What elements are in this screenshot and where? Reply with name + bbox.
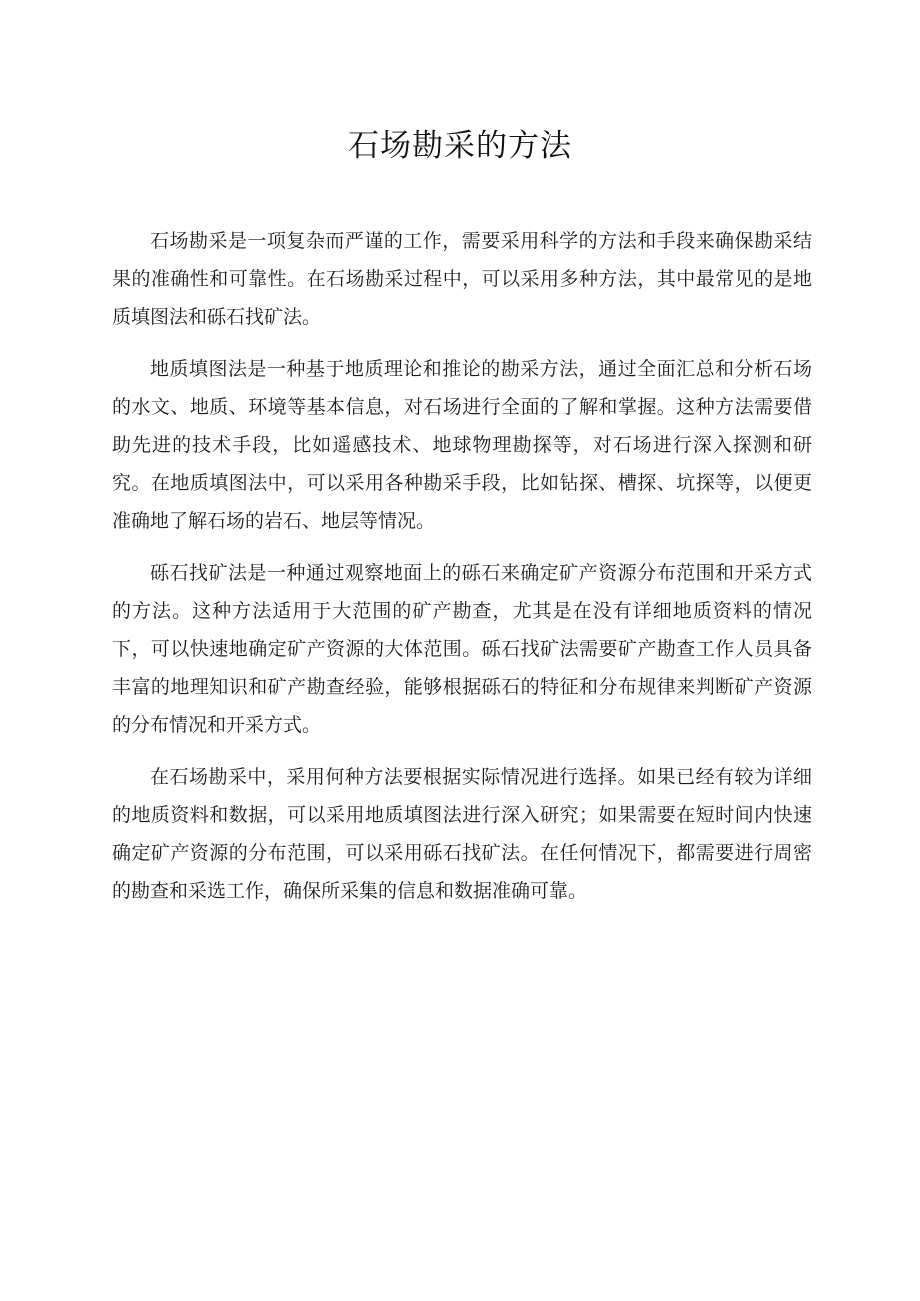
document-body [112,222,812,924]
paragraph-intro: 石场勘采是一项复杂而严谨的工作，需要采用科学的方法和手段来确保勘采结果的准确性和可靠性。在石场勘采过程中，可以采用多种方法，其中最常见的是地质填图法和砾石找矿法。 [112,230,812,328]
paragraph-gravel-prospecting: 砾石找矿法是一种通过观察地面上的砾石来确定矿产资源分布范围和开采方式的方法。这种方法适用于大范围的矿产勘查，尤其是在没有详细地质资料的情况下，可以快速地确定矿产资源的大体范围。砾石找矿法需要矿产勘查工作人员具备丰富的地理知识和矿产勘查经验，能够根据砾石的特征和分布规律来判断矿产资源的分布情况和开采方式。 [112,562,812,736]
document-title: 石场勘采的方法 [348,128,572,164]
paragraph-conclusion: 在石场勘采中，采用何种方法要根据实际情况进行选择。如果已经有较为详细的地质资料和数据，可以采用地质填图法进行深入研究；如果需要在短时间内快速确定矿产资源的分布范围，可以采用砾石找矿法。在任何情况下，都需要进行周密的勘查和采选工作，确保所采集的信息和数据准确可靠。 [112,766,812,902]
paragraph-geologic-mapping: 地质填图法是一种基于地质理论和推论的勘采方法，通过全面汇总和分析石场的水文、地质、环境等基本信息，对石场进行全面的了解和掌握。这种方法需要借助先进的技术手段，比如遥感技术、地球物理勘探等，对石场进行深入探测和研究。在地质填图法中，可以采用各种勘采手段，比如钻探、槽探、坑探等，以便更准确地了解石场的岩石、地层等情况。 [112,358,812,532]
